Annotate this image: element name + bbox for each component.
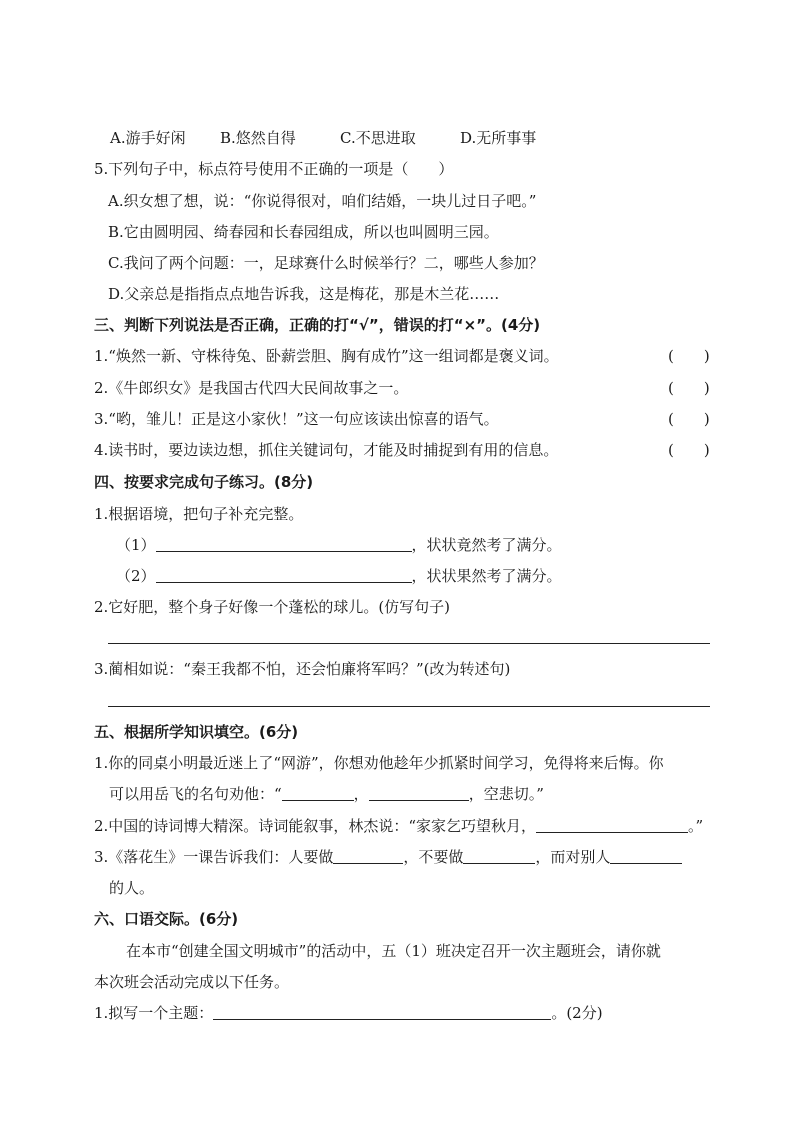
q4-option-c: C.不思进取	[340, 129, 416, 147]
section6-intro-line2: 本次班会活动完成以下任务。	[94, 973, 290, 991]
section4-q1-item-2	[116, 566, 562, 586]
section5-title: 五、根据所学知识填空。(6分)	[94, 723, 299, 741]
answer-blank[interactable]	[213, 1003, 551, 1020]
q1-text-c: ，空悲切。”	[468, 785, 544, 803]
item-number: （2）	[116, 567, 156, 585]
answer-line-q2[interactable]	[108, 643, 710, 644]
answer-blank[interactable]	[463, 847, 535, 864]
section3-item-2: 2.《牛郎织女》是我国古代四大民间故事之一。	[94, 379, 409, 397]
q3-text-c: ，而对别人	[535, 848, 611, 866]
section3-answer-1[interactable]: ( )	[668, 347, 710, 365]
section5-q1-line2	[109, 784, 544, 804]
q3-text-a: 3.《落花生》一课告诉我们：人要做	[94, 848, 334, 866]
section5-q2	[94, 816, 703, 836]
q1-text-a: 1.拟写一个主题：	[94, 1004, 214, 1022]
section4-q1-item-1	[116, 535, 562, 555]
q5-option-b: B.它由圆明园、绮春园和长春园组成，所以也叫圆明三园。	[108, 223, 499, 241]
section5-q3-line2: 的人。	[109, 879, 155, 897]
section3-item-3: 3.“哟，雏儿！正是这小家伙！”这一句应该读出惊喜的语气。	[94, 410, 499, 428]
answer-blank[interactable]	[282, 784, 354, 801]
answer-blank[interactable]	[333, 847, 403, 864]
q4-options	[110, 128, 536, 148]
answer-blank[interactable]	[369, 784, 469, 801]
section4-title: 四、按要求完成句子练习。(8分)	[94, 473, 314, 491]
q2-text-b: 。”	[687, 817, 704, 835]
section4-q3: 3.蔺相如说：“秦王我都不怕，还会怕廉将军吗？”(改为转述句)	[94, 660, 511, 678]
section5-q1-line1: 1.你的同桌小明最近迷上了“网游”，你想劝他趁年少抓紧时间学习，免得将来后悔。你	[94, 754, 664, 772]
answer-line-q3[interactable]	[108, 706, 710, 707]
q1-text-a: 可以用岳飞的名句劝他：“	[109, 785, 282, 803]
q5-stem: 5.下列句子中，标点符号使用不正确的一项是（ ）	[94, 160, 454, 178]
q4-option-d: D.无所事事	[460, 129, 537, 147]
answer-blank[interactable]	[536, 816, 688, 833]
section4-q2: 2.它好肥，整个身子好像一个蓬松的球儿。(仿写句子)	[94, 598, 451, 616]
q4-option-a: A.游手好闲	[110, 129, 186, 147]
item-tail: ，状状果然考了满分。	[411, 567, 562, 585]
section3-answer-3[interactable]: ( )	[668, 410, 710, 428]
q1-text-b: 。(2分)	[551, 1004, 603, 1022]
q1-text-b: ，	[353, 785, 369, 803]
section3-answer-2[interactable]: ( )	[668, 379, 710, 397]
section6-intro-line1: 在本市“创建全国文明城市”的活动中，五（1）班决定召开一次主题班会，请你就	[126, 942, 661, 960]
answer-blank[interactable]	[610, 847, 682, 864]
answer-blank[interactable]	[156, 535, 412, 552]
item-tail: ，状状竟然考了满分。	[411, 536, 562, 554]
q5-option-a: A.织女想了想，说：“你说得很对，咱们结婚，一块儿过日子吧。”	[108, 192, 537, 210]
section6-q1	[94, 1003, 603, 1023]
section4-q1: 1.根据语境，把句子补充完整。	[94, 505, 304, 523]
q5-option-c: C.我问了两个问题：一，足球赛什么时候举行？二，哪些人参加？	[108, 254, 544, 272]
q5-option-d: D.父亲总是指指点点地告诉我，这是梅花，那是木兰花……	[108, 285, 500, 303]
section5-q3	[94, 847, 682, 867]
q2-text-a: 2.中国的诗词博大精深。诗词能叙事，林杰说：“家家乞巧望秋月，	[94, 817, 536, 835]
section3-item-1: 1.“焕然一新、守株待兔、卧薪尝胆、胸有成竹”这一组词都是褒义词。	[94, 347, 559, 365]
section6-title: 六、口语交际。(6分)	[94, 910, 239, 928]
section3-item-4: 4.读书时，要边读边想，抓住关键词句，才能及时捕捉到有用的信息。	[94, 441, 559, 459]
q3-text-b: ，不要做	[403, 848, 464, 866]
answer-blank[interactable]	[156, 566, 412, 583]
section3-answer-4[interactable]: ( )	[668, 441, 710, 459]
item-number: （1）	[116, 536, 156, 554]
section3-title: 三、判断下列说法是否正确，正确的打“√”，错误的打“×”。(4分)	[94, 316, 541, 334]
q4-option-b: B.悠然自得	[220, 129, 296, 147]
